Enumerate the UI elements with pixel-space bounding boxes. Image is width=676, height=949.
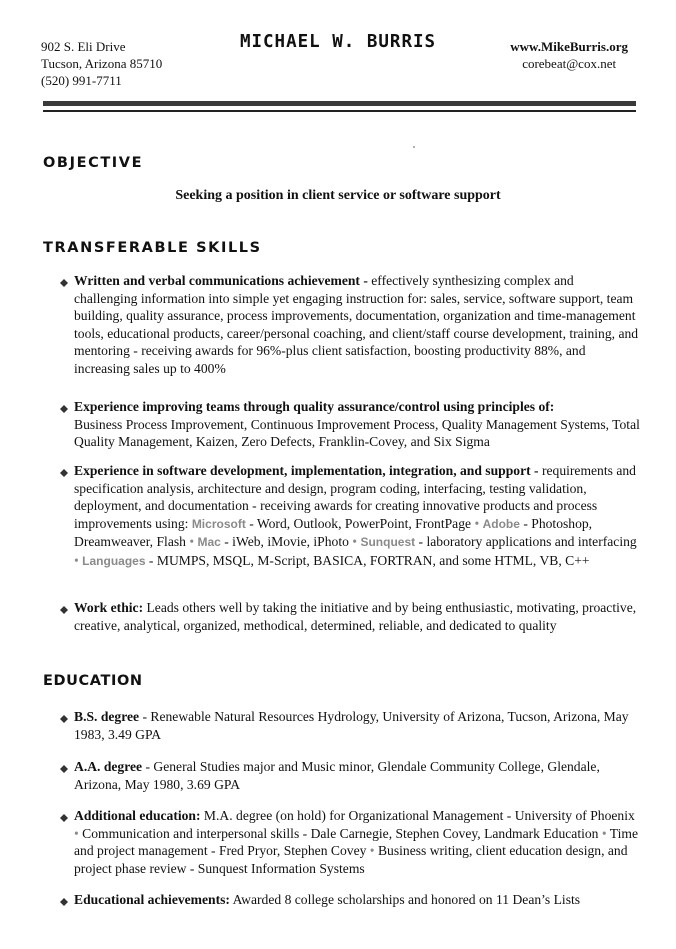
skill-lead: Work ethic: [74, 600, 144, 615]
education-body: Time and project management - Fred Pryor, Stephen Covey [74, 825, 639, 859]
mac-label: Mac [197, 535, 221, 550]
separator-dot: • [474, 515, 480, 531]
adobe-text: - Photoshop, Dreamweaver, Flash [74, 515, 593, 550]
education-body: Awarded 8 college scholarships and honored on 11 Dean’s Lists [229, 892, 581, 907]
skills-heading: TRANSFERABLE SKILLS [43, 240, 262, 256]
email-link[interactable]: corebeat@cox.net [522, 56, 617, 71]
microsoft-text: - Word, Outlook, PowerPoint, FrontPage [245, 515, 475, 531]
sunquest-text: - laboratory applications and interfacing [415, 534, 637, 550]
skill-lead: Experience in software development, implementation, integration, and support - [74, 463, 539, 478]
skill-body: Leads others well by taking the initiative and by being enthusiastic, motivating, proactive, creative, analytical, organized, methodical, determined, reliable, and dedicated to quality [74, 600, 637, 633]
applicant-name: MICHAEL W. BURRIS [239, 32, 437, 52]
address-line1: 902 S. Eli Drive [41, 39, 126, 54]
skill-body: Business Process Improvement, Continuous Improvement Process, Quality Management Systems, Total Quality Management, Kaizen, Zero Defects, Franklin-Covey, and Six Sigma [74, 416, 640, 450]
education-lead: Educational achievements: [74, 892, 230, 907]
skill-item-quality [74, 398, 640, 451]
header-rule-thin [43, 110, 636, 112]
skill-item-work-ethic [74, 599, 640, 634]
skill-item-communications [74, 272, 640, 378]
education-body: Communication and interpersonal skills - Dale Carnegie, Stephen Covey, Landmark Education [78, 825, 602, 841]
separator-dot: • [74, 552, 79, 568]
education-body: - Renewable Natural Resources Hydrology, University of Arizona, Tucson, Arizona, May 1983, 3.49 GPA [74, 709, 629, 742]
diamond-bullet-icon [60, 765, 68, 773]
sunquest-label: Sunquest [360, 535, 416, 550]
phone-number: (520) 991-7711 [41, 73, 122, 88]
scan-speck [413, 146, 415, 148]
skill-lead: Written and verbal communications achievement - [74, 273, 368, 288]
education-heading: EDUCATION [43, 673, 143, 689]
contact-block [510, 38, 628, 72]
mac-text: - iWeb, iMovie, iPhoto [220, 534, 353, 550]
diamond-bullet-icon [60, 715, 68, 723]
education-body: M.A. degree (on hold) for Organizational Management - University of Phoenix [200, 808, 635, 823]
education-item-additional [74, 807, 640, 877]
skill-body: effectively synthesizing complex and challenging information into simple yet engaging instruction for: sales, service, software support, team building, quality assurance, process improvements, documentation, organization and time-management tools, educational products, career/personal coaching, and client/staff course development, training, and mentoring - receiving awards for 96%-plus client satisfaction, boosting productivity 88%, and increasing sales up to 400% [74, 273, 639, 376]
languages-text: - MUMPS, MSQL, M-Script, BASICA, FORTRAN, and some HTML, VB, C++ [145, 552, 590, 568]
separator-dot: • [369, 843, 375, 859]
separator-dot: • [601, 825, 607, 841]
education-item-achievements [74, 891, 640, 909]
skill-body: requirements and specification analysis, architecture and design, program coding, interfacing, testing validation, deployment, and documentation - receiving awards for creating innovative products and process improvements using: [74, 463, 636, 531]
separator-dot: • [189, 534, 195, 550]
website-link[interactable]: www.MikeBurris.org [510, 39, 628, 54]
diamond-bullet-icon [60, 814, 68, 822]
microsoft-label: Microsoft [191, 516, 246, 531]
education-body: - General Studies major and Music minor, Glendale Community College, Glendale, Arizona, May 1980, 3.69 GPA [74, 759, 600, 792]
separator-dot: • [74, 825, 79, 841]
education-item-bs [74, 708, 640, 743]
education-body: Business writing, client education design, and project phase review - Sunquest Information Systems [74, 843, 628, 876]
objective-heading: OBJECTIVE [43, 155, 144, 171]
skill-lead: Experience improving teams through quality assurance/control using principles of: [74, 399, 555, 414]
separator-dot: • [352, 534, 358, 550]
education-lead: B.S. degree [74, 709, 140, 724]
address-line2: Tucson, Arizona 85710 [41, 56, 163, 71]
languages-label: Languages [82, 553, 146, 568]
diamond-bullet-icon [60, 279, 68, 287]
diamond-bullet-icon [60, 606, 68, 614]
skill-item-software [74, 462, 640, 571]
adobe-label: Adobe [482, 516, 520, 531]
objective-text: Seeking a position in client service or software support [175, 188, 501, 203]
diamond-bullet-icon [60, 469, 68, 477]
diamond-bullet-icon [60, 405, 68, 413]
education-lead: A.A. degree [74, 759, 143, 774]
header-rule-thick [43, 101, 636, 106]
education-item-aa [74, 758, 640, 793]
diamond-bullet-icon [60, 898, 68, 906]
education-lead: Additional education: [74, 808, 201, 823]
